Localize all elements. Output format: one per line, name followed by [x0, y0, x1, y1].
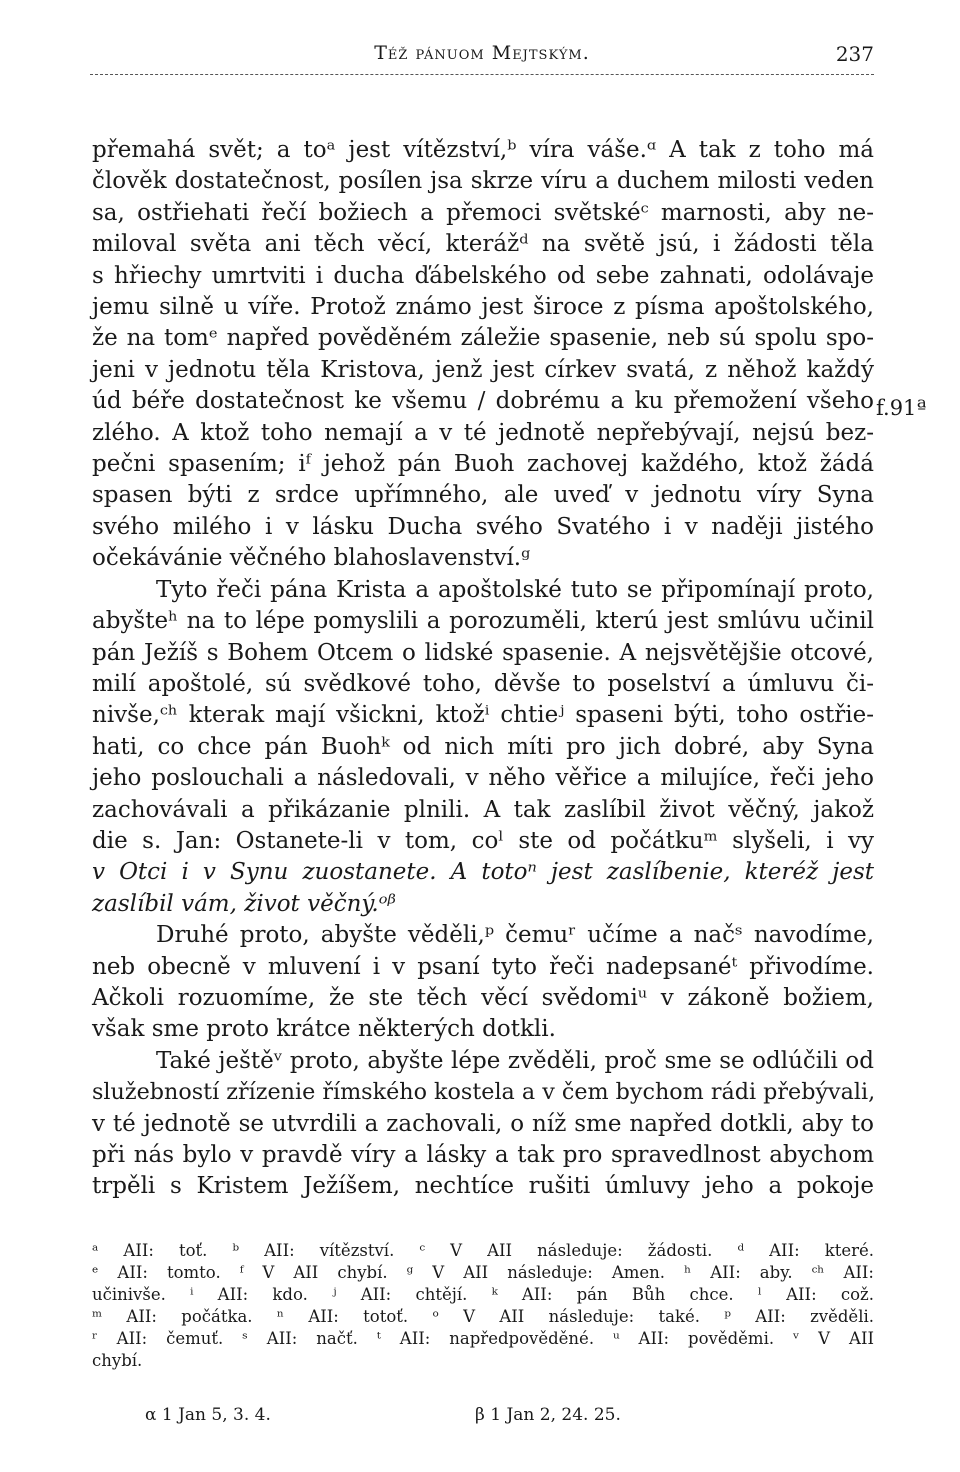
reference-alpha: α 1 Jan 5, 3. 4.: [145, 1405, 271, 1425]
text-line: milí apoštolé, sú svědkové toho, děvše to poselství a úmluvu či-: [92, 670, 874, 697]
footnote-line: učinivše. ⁱ AII: kdo. ʲ AII: chtějí. ᵏ AII: pán Bůh chce. ˡ AII: což.: [92, 1285, 874, 1304]
text-line: Druhé proto, abyšte věděli,ᵖ čemuʳ učíme a načˢ navodíme,: [156, 922, 874, 949]
text-line: Také ještěᵛ proto, abyšte lépe zvěděli, proč sme se odlúčili od: [156, 1047, 874, 1074]
text-line: služebností zřízenie římského kostela a v čem bychom rádi přebývali,: [92, 1079, 876, 1106]
text-line: spasen býti z srdce upřímného, ale uveď v jednotu víry Syna: [92, 482, 874, 509]
running-title: Též pánuom Mejtským.: [374, 42, 590, 64]
text-line: zlého. A ktož toho nemají a v té jednotě nepřebývají, nejsú bez-: [92, 419, 874, 446]
text-line: pán Ježíš s Bohem Otcem o lidské spasenie. A nejsvětějšie otcové,: [92, 639, 874, 666]
text-line: Tyto řeči pána Krista a apoštolské tuto se připomínají proto,: [156, 576, 874, 603]
page-header: [90, 40, 874, 80]
text-line: trpěli s Kristem Ježíšem, nechtíce rušiti úmluvy jeho a pokoje: [92, 1173, 874, 1200]
text-line: jeni v jednotu těla Kristova, jenž jest církev svatá, z něhož každý: [92, 356, 874, 383]
text-line: úd béře dostatečnost ke všemu / dobrému a ku přemožení všeho: [92, 388, 874, 415]
text-line: očekávánie věčného blahoslavenství.ᵍ: [92, 545, 531, 572]
page-number: 237: [835, 42, 874, 66]
text-line: die s. Jan: Ostanete-li v tom, coˡ ste od počátkuᵐ slyšeli, i vy: [92, 827, 874, 854]
footnote-line: chybí.: [92, 1351, 143, 1370]
text-line: s hřiechy umrtviti i ducha ďábelského od sebe zahnati, odolávaje: [92, 262, 874, 289]
footnote-line: ʳ AII: čemuť. ˢ AII: načť. ᵗ AII: napředpověděné. ᵘ AII: pověděmi. ᵛ V AII: [92, 1329, 874, 1348]
text-line: jemu silně u víře. Protož známo jest široce z písma apoštolského,: [92, 294, 874, 321]
text-line: přemahá svět; a toᵃ jest vítězství,ᵇ víra váše.ᵅ A tak z toho má: [92, 137, 874, 163]
footnote-line: ᵐ AII: počátka. ⁿ AII: totoť. ᵒ V AII následuje: také. ᵖ AII: zvěděli.: [92, 1307, 874, 1326]
text-line: hati, co chce pán Buohᵏ od nich míti pro jich dobré, aby Syna: [92, 733, 874, 760]
text-line: svého milého i v lásku Ducha svého Svatého i v naději jistého: [92, 513, 874, 540]
text-line: Ačkoli rozuomíme, že ste těch věcí svědomiᵘ v zákoně božiem,: [92, 984, 874, 1011]
text-line: člověk dostatečnost, posílen jsa skrze víru a duchem milosti veden: [92, 168, 874, 195]
footnote-line: ᵉ AII: tomto. ᶠ V AII chybí. ᵍ V AII následuje: Amen. ʰ AII: aby. ᶜʰ AII:: [92, 1263, 874, 1282]
main-text: [92, 135, 874, 1203]
text-line: neb obecně v mluvení i v psaní tyto řeči nadepsanéᵗ přivodíme.: [92, 953, 874, 980]
text-line: při nás bylo v pravdě víry a lásky a tak pro spravedlnost abychom: [92, 1142, 874, 1168]
text-line: pečni spasením; iᶠ jehož pán Buoh zachovej každého, ktož žádá: [92, 451, 874, 478]
header-rule: [90, 74, 874, 75]
text-line: v Otci i v Synu zuostanete. A totoⁿ jest zaslíbenie, kteréž jest: [92, 859, 874, 886]
text-line: nivše,ᶜʰ kterak mají všickni, ktožⁱ chtieʲ spaseni býti, toho ostřie-: [92, 702, 874, 729]
text-line: zaslíbil vám, život věčný.ᵒᵝ: [92, 890, 396, 917]
text-line: zachovávali a přikázanie plnili. A tak zaslíbil život věčný, jakož: [92, 796, 874, 823]
text-line: v té jednotě se utvrdili a zachovali, o níž sme napřed dotkli, aby to: [92, 1110, 874, 1137]
footnote-line: ᵃ AII: toť. ᵇ AII: vítězství. ᶜ V AII následuje: žádosti. ᵈ AII: které.: [92, 1241, 874, 1260]
reference-beta: β 1 Jan 2, 24. 25.: [475, 1405, 621, 1425]
text-line: jeho poslouchali a následovali, v něho věřice a milujíce, řeči jeho: [92, 765, 874, 792]
folio-margin-note: f.91ª: [876, 396, 927, 420]
text-line: miloval světa ani těch věcí, kterážᵈ na světě jsú, i žádosti těla: [92, 231, 874, 258]
text-line: abyšteʰ na to lépe pomyslili a porozuměli, kterú jest smlúvu učinil: [92, 608, 874, 635]
text-line: však sme proto krátce některých dotkli.: [92, 1016, 556, 1043]
text-line: že na tomᵉ napřed pověděném záležie spasenie, neb sú spolu spo-: [92, 325, 874, 352]
footnotes: [92, 1240, 874, 1372]
text-line: sa, ostřiehati řečí božiech a přemoci světskéᶜ marnosti, aby ne-: [92, 199, 874, 226]
